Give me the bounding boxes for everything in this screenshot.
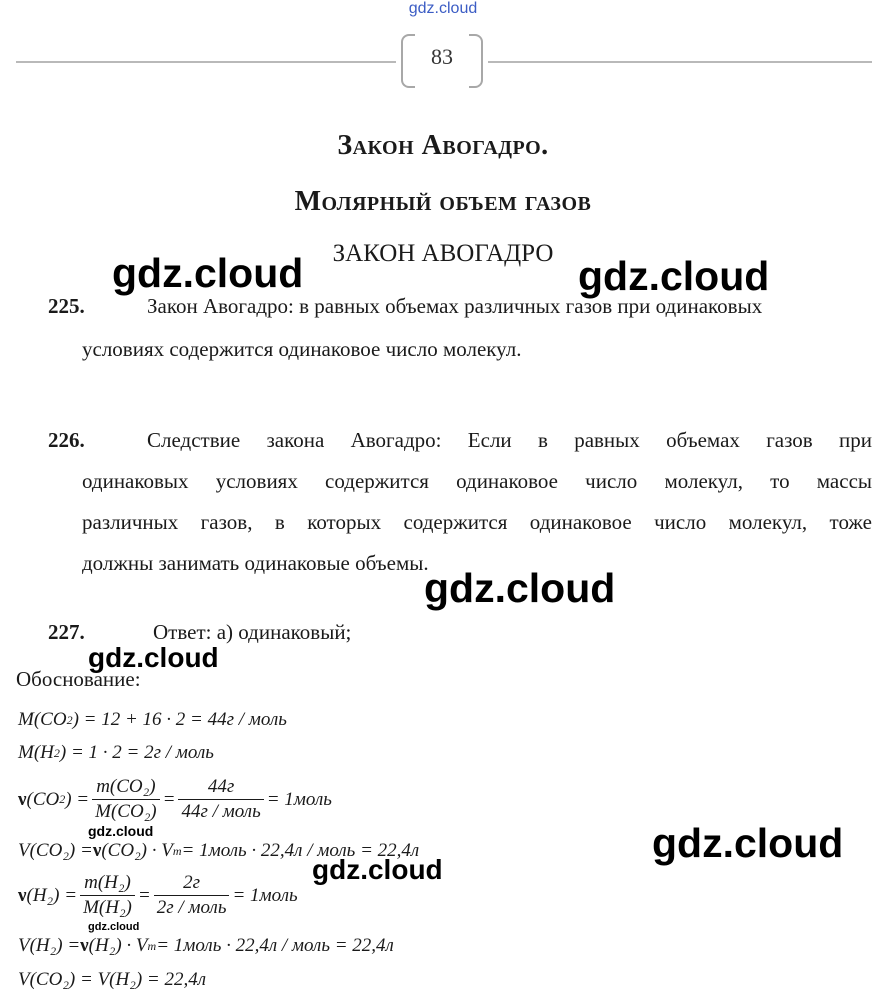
item-number-226: 226. bbox=[48, 428, 85, 452]
watermark-3: gdz.cloud bbox=[424, 565, 616, 611]
watermark-5: gdz.cloud bbox=[88, 823, 154, 839]
fraction-mass-over-molar-mass-co2: $\frac{\text{m(CO₂)}}{\text{M(CO₂)}}$ bbox=[92, 776, 159, 823]
fraction-mass-over-molar-mass-h2: $\frac{\text{m(H₂)}}{\text{M(H₂)}}$ bbox=[80, 872, 135, 919]
p226-line2: одинаковых условиях содержится одинаковое число молекул, то массы bbox=[82, 469, 872, 493]
header-rule-left bbox=[16, 61, 396, 63]
watermark-4: gdz.cloud bbox=[88, 642, 219, 673]
title-line2: Молярный объем газов bbox=[294, 186, 592, 217]
section-heading: ЗАКОН АВОГАДРО bbox=[332, 240, 554, 267]
watermark-2: gdz.cloud bbox=[578, 253, 770, 299]
p225-line2: условиях содержится одинаковое число молекул. bbox=[82, 337, 522, 361]
title-line1: Закон Авогадро. bbox=[337, 130, 549, 161]
item-number-227: 227. bbox=[48, 620, 85, 644]
watermark-8: gdz.cloud bbox=[88, 921, 140, 933]
equation-volume-h2: V(H₂) = ν (H₂) · V m = 1моль · 22,4л / моль = 22,4л bbox=[18, 935, 394, 956]
equation-molar-mass-co2: M(CO 2 ) = 12 + 16 · 2 = 44г / моль bbox=[18, 709, 287, 730]
item-number-225: 225. bbox=[48, 294, 85, 318]
page-number: 83 bbox=[431, 44, 453, 69]
equation-amount-co2: ν (CO 2 ) = $\frac{\text{m(CO₂)}}{\text{M(CO₂)}}$ = $\frac{44г}{\text{44г / моль}}$ = 1моль bbox=[18, 776, 332, 822]
p226-line4: должны занимать одинаковые объемы. bbox=[82, 551, 429, 575]
header-rule-right bbox=[488, 61, 872, 63]
equation-amount-h2: ν (H₂) = $\frac{\text{m(H₂)}}{\text{M(H₂)}}$ = $\frac{2г}{\text{2г / моль}}$ = 1моль bbox=[18, 872, 298, 918]
p226-line3: различных газов, в которых содержится одинаковое число молекул, тоже bbox=[82, 510, 872, 534]
p225-line1: Закон Авогадро: в равных объемах различных газов при одинаковых bbox=[147, 294, 763, 318]
p227-justification: Обоснование: bbox=[16, 667, 141, 691]
equation-volume-co2: V(CO₂) = ν (CO₂) · V m = 1моль · 22,4л / моль = 22,4л bbox=[18, 840, 420, 861]
watermark-1: gdz.cloud bbox=[112, 250, 304, 296]
header-watermark: gdz.cloud bbox=[408, 0, 478, 17]
fraction-values-h2: $\frac{2г}{\text{2г / моль}}$ bbox=[154, 872, 230, 919]
equation-molar-mass-h2: M(H 2 ) = 1 · 2 = 2г / моль bbox=[18, 742, 214, 763]
page-number-box bbox=[401, 34, 483, 86]
p227-answer: Ответ: а) одинаковый; bbox=[153, 620, 352, 644]
p226-line1: Следствие закона Авогадро: Если в равных объемах газов при bbox=[147, 428, 872, 452]
watermark-6: gdz.cloud bbox=[652, 820, 844, 866]
fraction-values-co2: $\frac{44г}{\text{44г / моль}}$ bbox=[178, 776, 263, 823]
equation-volumes-equal: V(CO₂) = V(H₂) = 22,4л bbox=[18, 969, 207, 990]
watermark-7: gdz.cloud bbox=[312, 854, 443, 885]
